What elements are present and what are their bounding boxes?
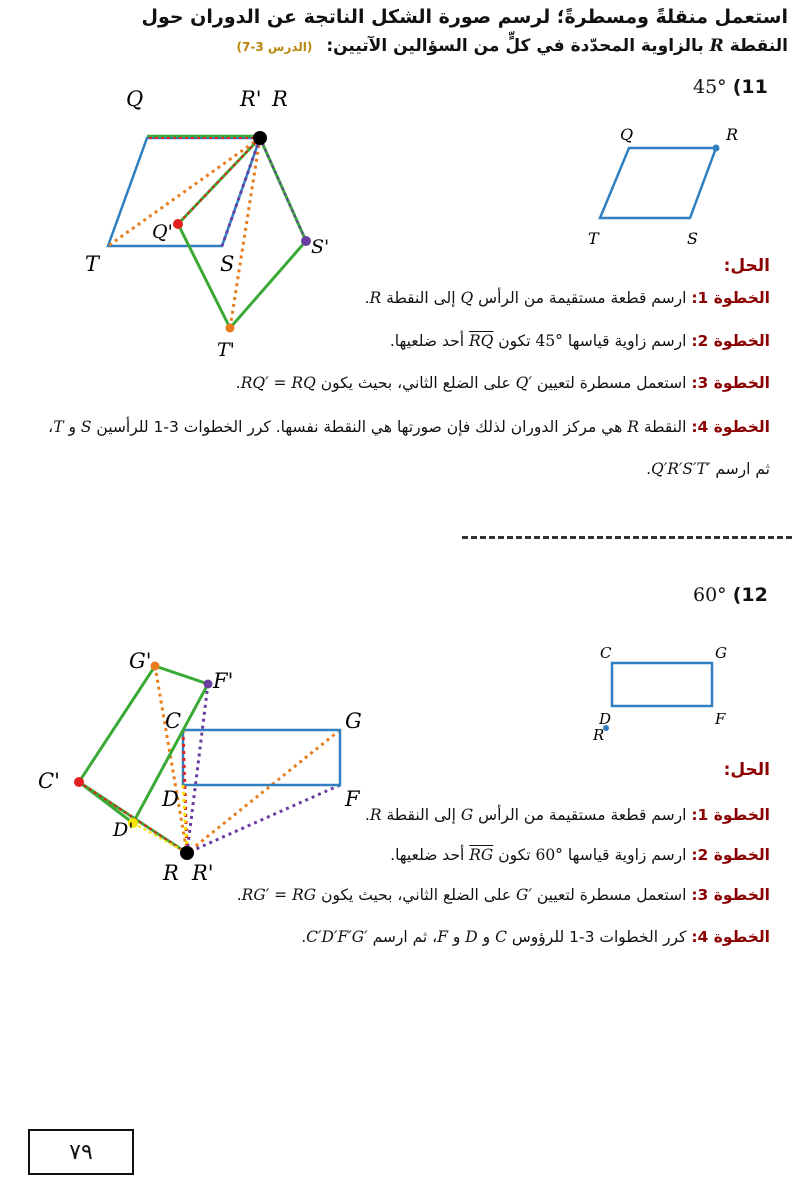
p11-step-4-var-s: S [80, 418, 92, 436]
problem-11-rotation-figure [70, 78, 360, 378]
p11-step-2-segment: $\overline{RQ}$ [468, 332, 494, 350]
p11-label-t-prime: T' [217, 339, 235, 361]
p11-step-4b-shape: Q′R′S′T′ [651, 460, 711, 478]
p12-step-4-var-c: C [495, 928, 507, 946]
problem-12-original-figure [590, 640, 740, 750]
p12-step-2-text-c: أحد ضلعيها. [390, 846, 470, 864]
problem-12-index: 12 [741, 584, 768, 606]
problem-12-number: 60° (12 [693, 584, 768, 606]
p12-step-4-text-b: ، ثم ارسم [367, 928, 438, 946]
p12-step-2-text-a: ارسم زاوية قياسها [562, 846, 687, 864]
p12-step-2 [390, 846, 770, 864]
p11-step-3-period: . [235, 374, 241, 392]
problem-12-solution-label: الحل: [723, 760, 770, 780]
instructions-text-b: بالزاوية المحدّدة في كلٍّ من السؤالين الآتيين: [326, 36, 704, 56]
page-number-box [28, 1129, 134, 1175]
problem-12-rotation-figure [35, 628, 380, 888]
instructions-line-2 [237, 36, 788, 56]
p12-step-4-label: الخطوة 4: [691, 928, 770, 946]
lesson-reference: (الدرس 3-7) [236, 40, 313, 54]
p12-step-1-text-b: إلى النقطة [381, 806, 461, 824]
p11-step-4-comma: ، [48, 418, 54, 436]
p11-label-q-prime: Q' [152, 221, 173, 243]
p11-orig-label-r: R [726, 125, 739, 144]
p12-label-c-prime: C' [38, 769, 60, 793]
p12-label-g: G [345, 709, 362, 733]
p12-step-4-var-d: D [465, 928, 478, 946]
p12-label-r: R [163, 861, 179, 885]
p12-orig-label-f: F [715, 710, 726, 728]
p11-step-3-text-a: استعمل مسطرة لتعيين [531, 374, 687, 392]
p12-step-3-period: . [236, 886, 242, 904]
p11-step-4b-text: ثم ارسم [710, 460, 770, 478]
problem-11-number: 45° (11 [693, 76, 768, 98]
p11-step-2-text-b: تكون [493, 332, 536, 350]
p12-step-1-var-r: R [369, 806, 382, 824]
p12-step-3-label: الخطوة 3: [691, 886, 770, 904]
p11-step-3 [236, 374, 770, 392]
p11-step-3-text-b: على الضلع الثاني، بحيث يكون [315, 374, 516, 392]
p12-step-2-segment: $\overline{RG}$ [469, 846, 494, 864]
p12-step-2-text-b: تكون [493, 846, 536, 864]
p12-orig-label-r: R [593, 726, 605, 744]
p11-step-2-angle: 45° [535, 332, 563, 350]
p11-step-1-label: الخطوة 1: [691, 289, 770, 307]
p11-step-1-period: . [364, 289, 370, 307]
problem-12-angle: 60° [693, 584, 727, 606]
p12-step-2-angle: 60° [535, 846, 563, 864]
instructions-text-a: النقطة [729, 36, 788, 56]
p11-step-2-text-c: أحد ضلعيها. [389, 332, 469, 350]
p12-orig-label-c: C [600, 644, 612, 662]
p12-orig-label-g: G [715, 644, 727, 662]
problem-11-solution-label: الحل: [723, 256, 770, 276]
p11-step-1-var-q: Q [460, 289, 474, 307]
p11-label-r-prime: R' [240, 87, 262, 111]
p12-step-4-shape: C′D′F′G′ [306, 928, 368, 946]
p12-step-1-period: . [364, 806, 370, 824]
p11-orig-label-q: Q [620, 125, 634, 144]
p12-label-g-prime: G' [129, 649, 152, 673]
p11-label-q: Q [126, 87, 144, 111]
problem-11-index: 11 [741, 76, 768, 98]
p11-step-3-var: Q′ [515, 374, 532, 392]
p11-step-2-text-a: ارسم زاوية قياسها [562, 332, 687, 350]
p12-step-3-equation: RG′ = RG [241, 886, 317, 904]
p12-label-d: D [162, 787, 179, 811]
p12-step-4-var-f: F [437, 928, 448, 946]
p11-label-r: R [272, 87, 288, 111]
p12-step-1-var-g: G [460, 806, 474, 824]
p12-orig-label-d: D [599, 710, 612, 728]
instructions-line-1: استعمل منقلةً ومسطرةً؛ لرسم صورة الشكل الناتجة عن الدوران حول [141, 6, 788, 28]
p11-step-3-label: الخطوة 3: [691, 374, 770, 392]
p11-step-3-equation: RQ′ = RQ [240, 374, 316, 392]
p12-label-f-prime: F' [213, 669, 234, 693]
p11-step-4-and: و [63, 418, 81, 436]
p12-step-4-and-2: و [447, 928, 466, 946]
p11-label-s-prime: S' [311, 236, 330, 258]
p11-orig-label-s: S [687, 229, 698, 248]
p12-step-1 [365, 806, 770, 824]
p11-step-4-label: الخطوة 4: [691, 418, 770, 436]
p12-step-1-text-a: ارسم قطعة مستقيمة من الرأس [473, 806, 687, 824]
p12-step-3-text-b: على الضلع الثاني، بحيث يكون [316, 886, 516, 904]
problem-11-angle: 45° [693, 76, 727, 98]
p11-step-1-text-a: ارسم قطعة مستقيمة من الرأس [473, 289, 687, 307]
p12-label-f: F [345, 787, 360, 811]
p11-step-4-var-r: R [627, 418, 639, 436]
p12-step-3 [237, 886, 770, 904]
p12-step-1-label: الخطوة 1: [691, 806, 770, 824]
p12-step-4 [301, 928, 770, 946]
p11-step-4-var-t: T [53, 418, 64, 436]
p11-step-1 [365, 289, 770, 307]
page-number: ٧٩ [69, 1139, 93, 1165]
p11-step-2 [390, 332, 770, 350]
p12-step-3-text-a: استعمل مسطرة لتعيين [531, 886, 687, 904]
p12-label-d-prime: D' [113, 819, 134, 841]
p12-step-4-and-1: و [477, 928, 496, 946]
p11-label-s: S [220, 252, 235, 276]
problem-11-original-figure [580, 118, 750, 258]
p12-label-r-prime: R' [192, 861, 214, 885]
p11-step-1-var-r: R [369, 289, 382, 307]
instructions-var: R [709, 36, 724, 56]
p11-step-4-text-b: هي مركز الدوران لذلك فإن صورتها هي النقطة نفسها. كرر الخطوات 3-1 للرأسين [91, 418, 628, 436]
p12-label-c: C [165, 709, 182, 733]
p11-step-4 [48, 418, 770, 436]
p11-orig-label-t: T [588, 229, 599, 248]
p12-step-3-var: G′ [516, 886, 532, 904]
p12-step-4-period: . [301, 928, 307, 946]
p11-step-4-text-a: النقطة [638, 418, 687, 436]
p11-step-4b-period: . [646, 460, 651, 478]
p11-step-4-continued [646, 460, 770, 478]
p11-step-1-text-b: إلى النقطة [381, 289, 461, 307]
p11-label-t: T [85, 252, 100, 276]
p12-step-2-label: الخطوة 2: [691, 846, 770, 864]
p12-step-4-text-a: كرر الخطوات 3-1 للرؤوس [506, 928, 687, 946]
p11-step-2-label: الخطوة 2: [691, 332, 770, 350]
section-divider [462, 536, 792, 539]
